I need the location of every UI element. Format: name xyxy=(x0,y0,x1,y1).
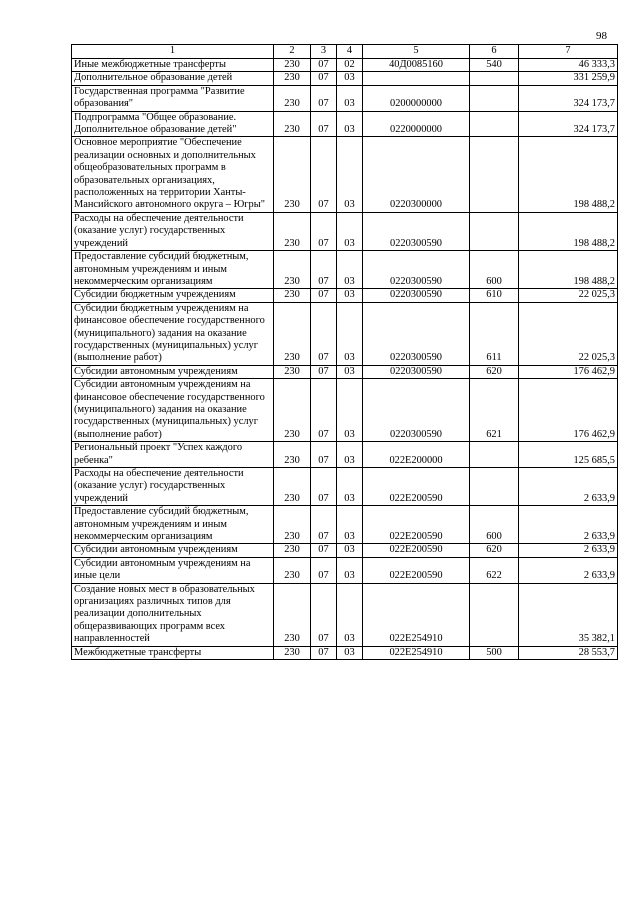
subsection-code-cell: 03 xyxy=(337,302,363,365)
section-code-cell: 07 xyxy=(311,557,337,583)
grbs-code-cell: 230 xyxy=(274,72,311,85)
section-code-cell: 07 xyxy=(311,365,337,378)
row-name-cell: Подпрограмма "Общее образование. Дополнительное образование детей" xyxy=(72,111,274,137)
grbs-code-cell: 230 xyxy=(274,468,311,506)
expense-type-cell: 611 xyxy=(470,302,519,365)
expense-type-cell xyxy=(470,111,519,137)
target-article-cell: 0220000000 xyxy=(363,111,470,137)
grbs-code-cell: 230 xyxy=(274,212,311,250)
target-article-cell: 0220300000 xyxy=(363,137,470,212)
target-article-cell: 022E200590 xyxy=(363,557,470,583)
section-code-cell: 07 xyxy=(311,251,337,289)
expense-type-cell: 600 xyxy=(470,506,519,544)
table-row xyxy=(72,365,618,378)
table-row xyxy=(72,212,618,250)
expense-type-cell xyxy=(470,583,519,646)
table-row xyxy=(72,442,618,468)
page-number: 98 xyxy=(596,30,607,42)
table-row xyxy=(72,72,618,85)
subsection-code-cell: 03 xyxy=(337,379,363,442)
table-row xyxy=(72,251,618,289)
subsection-code-cell: 02 xyxy=(337,59,363,72)
amount-cell: 2 633,9 xyxy=(519,468,618,506)
section-code-cell: 07 xyxy=(311,442,337,468)
target-article-cell: 0220300590 xyxy=(363,289,470,302)
grbs-code-cell: 230 xyxy=(274,583,311,646)
row-name-cell: Предоставление субсидий бюджетным, автономным учреждениям и иным некоммерческим организациям xyxy=(72,251,274,289)
target-article-cell: 022E254910 xyxy=(363,646,470,659)
grbs-code-cell: 230 xyxy=(274,251,311,289)
target-article-cell: 0220300590 xyxy=(363,251,470,289)
row-name-cell: Расходы на обеспечение деятельности (оказание услуг) государственных учреждений xyxy=(72,468,274,506)
grbs-code-cell: 230 xyxy=(274,59,311,72)
target-article-cell: 022E200590 xyxy=(363,506,470,544)
subsection-code-cell: 03 xyxy=(337,72,363,85)
table-row xyxy=(72,583,618,646)
section-code-cell: 07 xyxy=(311,85,337,111)
section-code-cell: 07 xyxy=(311,212,337,250)
grbs-code-cell: 230 xyxy=(274,365,311,378)
expense-type-cell: 500 xyxy=(470,646,519,659)
amount-cell: 28 553,7 xyxy=(519,646,618,659)
table-row xyxy=(72,544,618,557)
grbs-code-cell: 230 xyxy=(274,379,311,442)
subsection-code-cell: 03 xyxy=(337,137,363,212)
amount-cell: 125 685,5 xyxy=(519,442,618,468)
table-row xyxy=(72,85,618,111)
target-article-cell: 0220300590 xyxy=(363,212,470,250)
row-name-cell: Субсидии автономным учреждениям на финансовое обеспечение государственного (муниципального) задания на оказание государственных (муниципальных) услуг (выполнение работ) xyxy=(72,379,274,442)
subsection-code-cell: 03 xyxy=(337,646,363,659)
section-code-cell: 07 xyxy=(311,289,337,302)
expense-type-cell xyxy=(470,85,519,111)
amount-cell: 2 633,9 xyxy=(519,557,618,583)
row-name-cell: Субсидии автономным учреждениям xyxy=(72,544,274,557)
amount-cell: 22 025,3 xyxy=(519,289,618,302)
grbs-code-cell: 230 xyxy=(274,137,311,212)
table-row xyxy=(72,646,618,659)
section-code-cell: 07 xyxy=(311,379,337,442)
table-row xyxy=(72,506,618,544)
header-row xyxy=(72,45,618,59)
header-cell: 5 xyxy=(363,45,470,59)
expense-type-cell xyxy=(470,212,519,250)
subsection-code-cell: 03 xyxy=(337,506,363,544)
expense-type-cell: 622 xyxy=(470,557,519,583)
target-article-cell: 40Д0085160 xyxy=(363,59,470,72)
grbs-code-cell: 230 xyxy=(274,302,311,365)
row-name-cell: Иные межбюджетные трансферты xyxy=(72,59,274,72)
table-row xyxy=(72,59,618,72)
expense-type-cell xyxy=(470,72,519,85)
target-article-cell xyxy=(363,72,470,85)
amount-cell: 331 259,9 xyxy=(519,72,618,85)
table-row xyxy=(72,379,618,442)
section-code-cell: 07 xyxy=(311,111,337,137)
row-name-cell: Субсидии бюджетным учреждениям на финансовое обеспечение государственного (муниципального) задания на оказание государственных (муниципальных) услуг (выполнение работ) xyxy=(72,302,274,365)
section-code-cell: 07 xyxy=(311,583,337,646)
expense-type-cell xyxy=(470,137,519,212)
row-name-cell: Государственная программа "Развитие образования" xyxy=(72,85,274,111)
amount-cell: 324 173,7 xyxy=(519,85,618,111)
grbs-code-cell: 230 xyxy=(274,557,311,583)
subsection-code-cell: 03 xyxy=(337,442,363,468)
section-code-cell: 07 xyxy=(311,137,337,212)
table-row xyxy=(72,302,618,365)
target-article-cell: 022E200590 xyxy=(363,544,470,557)
subsection-code-cell: 03 xyxy=(337,468,363,506)
target-article-cell: 022E200000 xyxy=(363,442,470,468)
header-cell: 4 xyxy=(337,45,363,59)
header-cell: 3 xyxy=(311,45,337,59)
subsection-code-cell: 03 xyxy=(337,289,363,302)
subsection-code-cell: 03 xyxy=(337,544,363,557)
row-name-cell: Межбюджетные трансферты xyxy=(72,646,274,659)
amount-cell: 176 462,9 xyxy=(519,379,618,442)
target-article-cell: 0220300590 xyxy=(363,365,470,378)
target-article-cell: 0220300590 xyxy=(363,302,470,365)
row-name-cell: Предоставление субсидий бюджетным, автономным учреждениям и иным некоммерческим организациям xyxy=(72,506,274,544)
grbs-code-cell: 230 xyxy=(274,289,311,302)
row-name-cell: Дополнительное образование детей xyxy=(72,72,274,85)
amount-cell: 198 488,2 xyxy=(519,251,618,289)
table-row xyxy=(72,557,618,583)
subsection-code-cell: 03 xyxy=(337,251,363,289)
section-code-cell: 07 xyxy=(311,544,337,557)
amount-cell: 22 025,3 xyxy=(519,302,618,365)
expense-type-cell: 621 xyxy=(470,379,519,442)
header-cell: 7 xyxy=(519,45,618,59)
target-article-cell: 0200000000 xyxy=(363,85,470,111)
grbs-code-cell: 230 xyxy=(274,442,311,468)
amount-cell: 324 173,7 xyxy=(519,111,618,137)
target-article-cell: 022E254910 xyxy=(363,583,470,646)
amount-cell: 2 633,9 xyxy=(519,506,618,544)
expense-type-cell: 610 xyxy=(470,289,519,302)
amount-cell: 46 333,3 xyxy=(519,59,618,72)
header-cell: 6 xyxy=(470,45,519,59)
budget-table xyxy=(71,44,618,660)
section-code-cell: 07 xyxy=(311,646,337,659)
amount-cell: 176 462,9 xyxy=(519,365,618,378)
section-code-cell: 07 xyxy=(311,302,337,365)
grbs-code-cell: 230 xyxy=(274,506,311,544)
header-cell: 1 xyxy=(72,45,274,59)
row-name-cell: Субсидии автономным учреждениям на иные цели xyxy=(72,557,274,583)
subsection-code-cell: 03 xyxy=(337,365,363,378)
row-name-cell: Субсидии бюджетным учреждениям xyxy=(72,289,274,302)
section-code-cell: 07 xyxy=(311,468,337,506)
amount-cell: 35 382,1 xyxy=(519,583,618,646)
section-code-cell: 07 xyxy=(311,506,337,544)
expense-type-cell xyxy=(470,468,519,506)
row-name-cell: Расходы на обеспечение деятельности (оказание услуг) государственных учреждений xyxy=(72,212,274,250)
header-cell: 2 xyxy=(274,45,311,59)
table-row xyxy=(72,137,618,212)
expense-type-cell: 620 xyxy=(470,544,519,557)
row-name-cell: Субсидии автономным учреждениям xyxy=(72,365,274,378)
grbs-code-cell: 230 xyxy=(274,111,311,137)
row-name-cell: Региональный проект "Успех каждого ребенка" xyxy=(72,442,274,468)
amount-cell: 2 633,9 xyxy=(519,544,618,557)
expense-type-cell: 540 xyxy=(470,59,519,72)
table-row xyxy=(72,468,618,506)
grbs-code-cell: 230 xyxy=(274,85,311,111)
subsection-code-cell: 03 xyxy=(337,212,363,250)
row-name-cell: Основное мероприятие "Обеспечение реализации основных и дополнительных общеобразовательных программ в образовательных организациях, расположенных на территории Ханты-Мансийского автономного округа – Югры" xyxy=(72,137,274,212)
expense-type-cell xyxy=(470,442,519,468)
amount-cell: 198 488,2 xyxy=(519,212,618,250)
subsection-code-cell: 03 xyxy=(337,111,363,137)
table-row xyxy=(72,289,618,302)
subsection-code-cell: 03 xyxy=(337,583,363,646)
table-row xyxy=(72,111,618,137)
expense-type-cell: 600 xyxy=(470,251,519,289)
grbs-code-cell: 230 xyxy=(274,544,311,557)
subsection-code-cell: 03 xyxy=(337,557,363,583)
amount-cell: 198 488,2 xyxy=(519,137,618,212)
target-article-cell: 022E200590 xyxy=(363,468,470,506)
expense-type-cell: 620 xyxy=(470,365,519,378)
row-name-cell: Создание новых мест в образовательных организациях различных типов для реализации дополнительных общеразвивающих программ всех направленностей xyxy=(72,583,274,646)
subsection-code-cell: 03 xyxy=(337,85,363,111)
target-article-cell: 0220300590 xyxy=(363,379,470,442)
section-code-cell: 07 xyxy=(311,72,337,85)
section-code-cell: 07 xyxy=(311,59,337,72)
grbs-code-cell: 230 xyxy=(274,646,311,659)
